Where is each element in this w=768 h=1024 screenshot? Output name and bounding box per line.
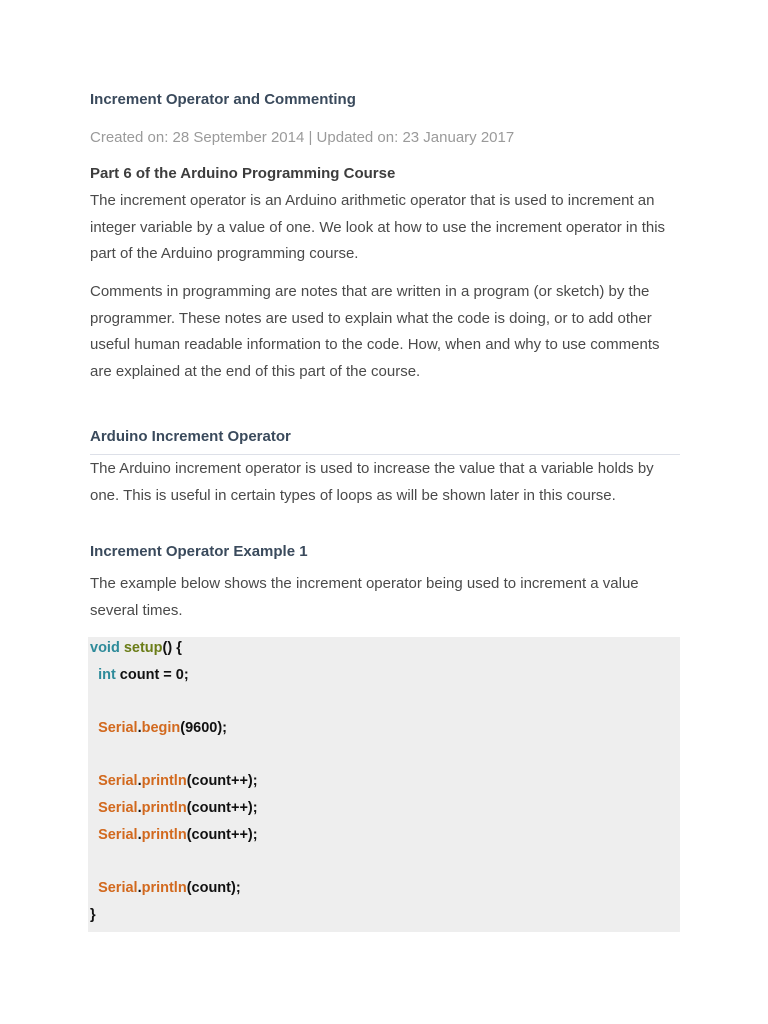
code-text: (count++); (186, 827, 258, 843)
code-text: (9600); (180, 720, 228, 736)
section-heading-example-1: Increment Operator Example 1 (90, 543, 308, 560)
code-class: Serial (98, 880, 138, 896)
code-class: Serial (98, 720, 138, 736)
increment-paragraph: The Arduino increment operator is used to increase the value that a variable holds by one. This is useful in certain types of loops as will be shown later in this course. (90, 460, 654, 504)
code-line-11 (90, 905, 96, 925)
code-line-7 (90, 798, 258, 818)
code-line-10 (90, 878, 241, 898)
code-line-1 (90, 638, 182, 658)
code-text: (count++); (186, 800, 258, 816)
code-line-4 (90, 718, 227, 738)
code-block (88, 637, 680, 932)
page-title: Increment Operator and Commenting (90, 91, 356, 108)
comments-paragraph: Comments in programming are notes that are written in a program (or sketch) by the programmer. These notes are used to explain what the code is doing, or to add other useful human readable information to the code. How, when and why to use comments are explained at the end of this part of the course. (90, 283, 660, 380)
code-text: . (137, 720, 142, 736)
code-method: println (141, 800, 187, 816)
part-heading: Part 6 of the Arduino Programming Course (90, 165, 396, 182)
example-paragraph: The example below shows the increment operator being used to increment a value several times. (90, 575, 639, 619)
code-text: (count++); (186, 773, 258, 789)
code-method: println (141, 773, 187, 789)
code-text: () { (162, 640, 182, 656)
code-text: (count); (186, 880, 241, 896)
code-method: println (141, 880, 187, 896)
code-class: Serial (98, 827, 138, 843)
code-text: . (137, 800, 142, 816)
section-divider (90, 454, 680, 455)
code-text: . (137, 880, 142, 896)
code-line-6 (90, 771, 258, 791)
code-class: Serial (98, 773, 138, 789)
code-function: setup (123, 640, 163, 656)
code-keyword: void (90, 640, 120, 656)
code-text: } (90, 907, 96, 923)
code-line-2 (90, 665, 189, 685)
code-keyword: int (98, 667, 116, 683)
code-method: println (141, 827, 187, 843)
code-line-8 (90, 825, 258, 845)
date-meta: Created on: 28 September 2014 | Updated on: 23 January 2017 (90, 129, 515, 146)
code-method: begin (141, 720, 181, 736)
code-text: count = 0; (115, 667, 189, 683)
code-text: . (137, 827, 142, 843)
code-class: Serial (98, 800, 138, 816)
intro-paragraph: The increment operator is an Arduino arithmetic operator that is used to increment an integer variable by a value of one. We look at how to use the increment operator in this part of the Arduino programming course. (90, 192, 666, 262)
section-heading-increment-operator: Arduino Increment Operator (90, 428, 291, 445)
code-text: . (137, 773, 142, 789)
